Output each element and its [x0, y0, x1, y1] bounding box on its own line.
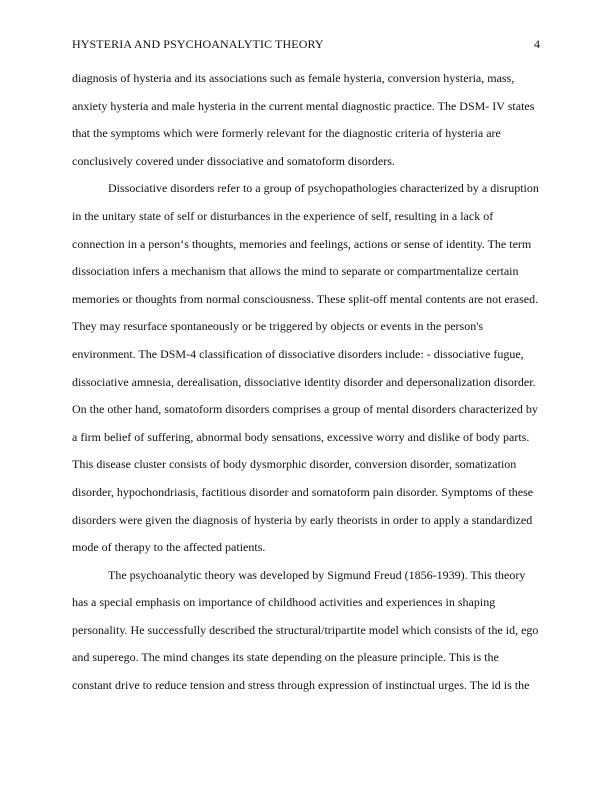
text-line: mode of therapy to the affected patients.: [72, 540, 266, 555]
text-line: This disease cluster consists of body dysmorphic disorder, conversion disorder, somatization: [72, 457, 517, 472]
paragraph-3: [72, 562, 540, 700]
text-line: disorder, hypochondriasis, factitious disorder and somatoform pain disorder. Symptoms of these: [72, 484, 534, 499]
body-text: [72, 65, 540, 700]
text-line: that the symptoms which were formerly relevant for the diagnostic criteria of hysteria are: [72, 126, 501, 141]
text-line: diagnosis of hysteria and its associations such as female hysteria, conversion hysteria, mass,: [72, 71, 515, 85]
text-line: They may resurface spontaneously or be triggered by objects or events in the person's: [72, 319, 484, 334]
text-line: environment. The DSM-4 classification of dissociative disorders include: - dissociative fugue,: [72, 346, 524, 361]
text-line: dissociative amnesia, derealisation, dissociative identity disorder and depersonalization disorder.: [72, 374, 536, 389]
text-line: in the unitary state of self or disturbances in the experience of self, resulting in a lack of: [72, 208, 494, 223]
text-line: On the other hand, somatoform disorders comprises a group of mental disorders characterized by: [72, 402, 538, 417]
text-line: dissociation infers a mechanism that allows the mind to separate or compartmentalize certain: [72, 264, 519, 279]
paragraph-1: [72, 65, 540, 175]
text-line: Dissociative disorders refer to a group of psychopathologies characterized by a disruption: [108, 181, 539, 196]
text-line: anxiety hysteria and male hysteria in the current mental diagnostic practice. The DSM- IV states: [72, 98, 535, 113]
text-line: has a special emphasis on importance of childhood activities and experiences in shaping: [72, 595, 496, 610]
text-line: a firm belief of suffering, abnormal body sensations, excessive worry and dislike of body parts.: [72, 429, 530, 444]
text-line: conclusively covered under dissociative and somatoform disorders.: [72, 153, 395, 168]
text-line: The psychoanalytic theory was developed by Sigmund Freud (1856-1939). This theory: [108, 567, 526, 582]
text-line: disorders were given the diagnosis of hysteria by early theorists in order to apply a standardized: [72, 512, 533, 527]
running-head: HYSTERIA AND PSYCHOANALYTIC THEORY: [72, 37, 324, 51]
page-number: 4: [534, 37, 540, 51]
page-header: [72, 36, 540, 52]
text-line: and superego. The mind changes its state depending on the pleasure principle. This is the: [72, 650, 499, 665]
paragraph-2: [72, 175, 540, 561]
text-line: memories or thoughts from normal consciousness. These split-off mental contents are not erased.: [72, 291, 539, 306]
text-line: personality. He successfully described the structural/tripartite model which consists of the id, ego: [72, 622, 539, 637]
text-line: connection in a person‘s thoughts, memories and feelings, actions or sense of identity. The term: [72, 236, 532, 251]
text-line: constant drive to reduce tension and stress through expression of instinctual urges. The id is the: [72, 678, 530, 693]
